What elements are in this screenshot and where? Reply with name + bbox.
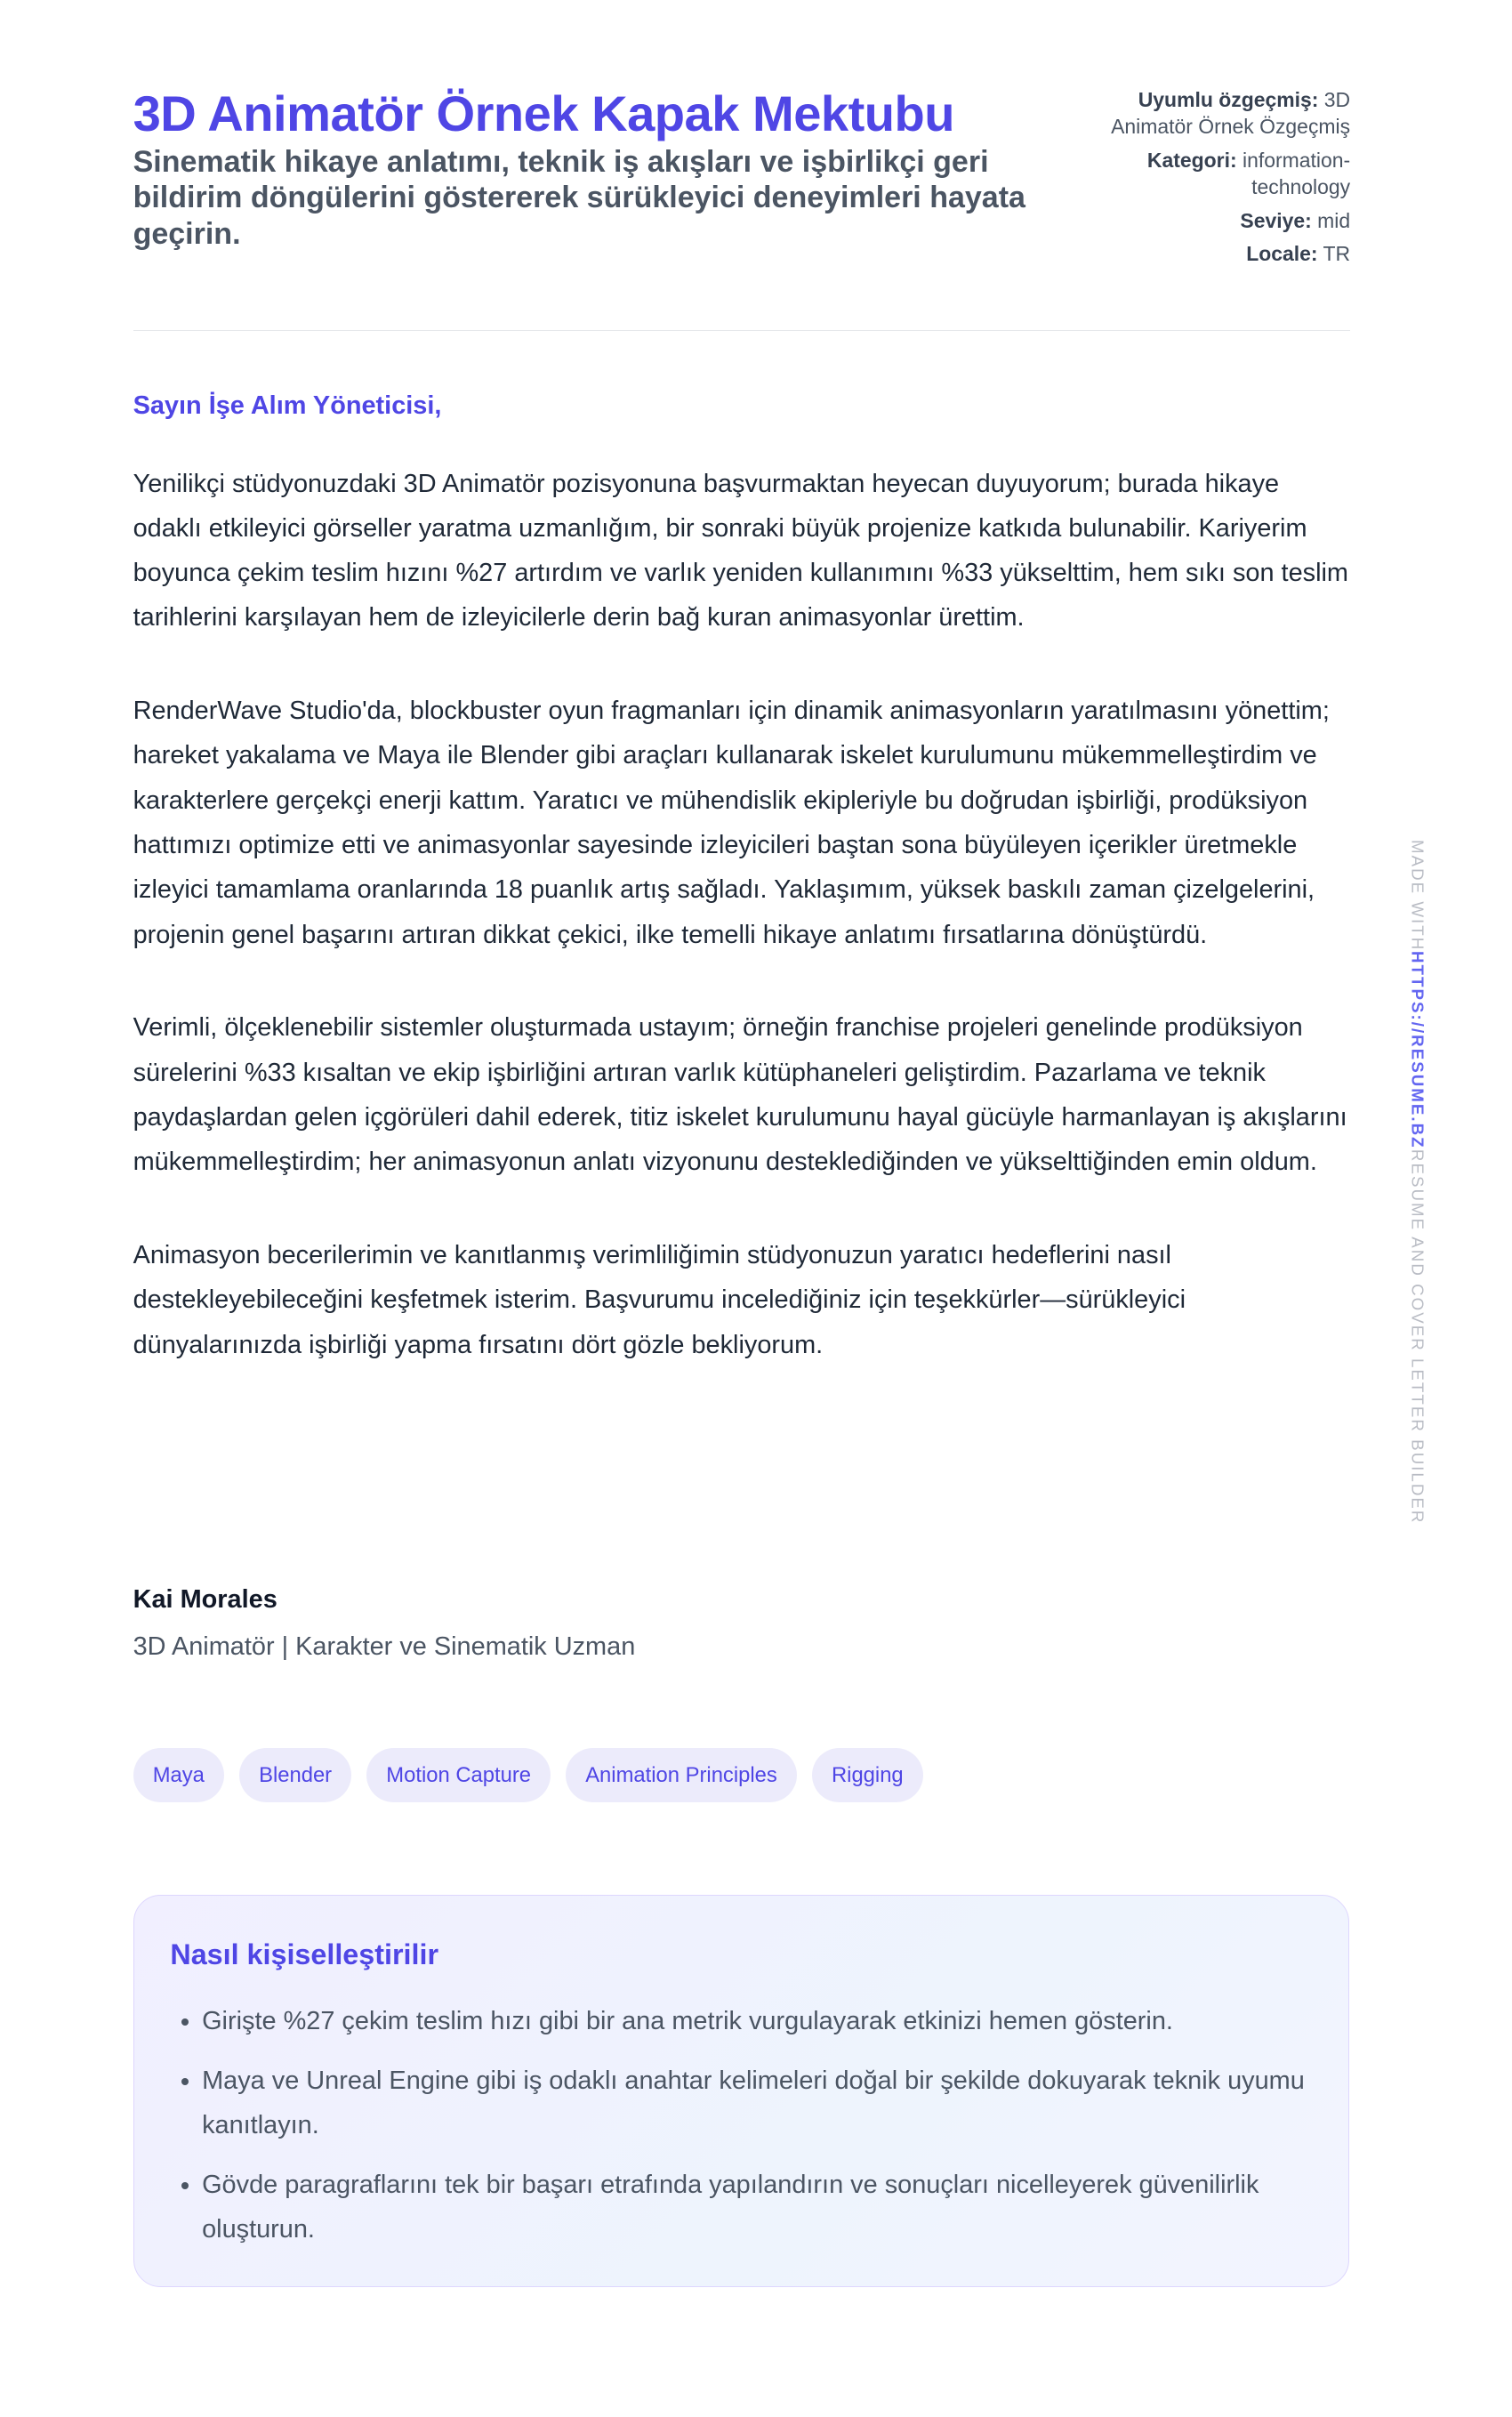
skill-tag: Motion Capture <box>366 1748 551 1802</box>
watermark-link[interactable]: HTTPS://RESUME.BZ <box>1408 950 1428 1149</box>
skill-tag: Rigging <box>812 1748 923 1802</box>
meta-label: Seviye: <box>1240 208 1312 232</box>
watermark <box>1408 840 1428 1524</box>
watermark-prefix: MADE WITH <box>1408 839 1428 951</box>
meta-category <box>1108 147 1350 201</box>
greeting: Sayın İşe Alım Yöneticisi, <box>133 391 442 421</box>
meta-value: mid <box>1317 208 1351 232</box>
skill-tag: Maya <box>133 1748 224 1802</box>
page-title: 3D Animatör Örnek Kapak Mektubu <box>133 85 955 141</box>
tips-box <box>133 1895 1349 2287</box>
meta-value: 3D Animatör Örnek Özgeçmiş <box>1111 87 1351 139</box>
letter-body <box>133 462 1351 1416</box>
tip-item: • Maya ve Unreal Engine gibi iş odaklı anahtar kelimeleri doğal bir şekilde dokuyarak teknik uyumu kanıtlayın. <box>202 2058 1351 2147</box>
paragraph: RenderWave Studio'da, blockbuster oyun fragmanları için dinamik animasyonların yaratılmasını yönettim; hareket yakalama ve Maya ile Blender gibi araçları kullanarak iskelet kurulumunu mükemmelleştirdim ve karakterlere gerçekçi enerji kattım. Yaratıcı ve mühendislik ekipleriyle bu doğrudan işbirliği, prodüksiyon hattımızı optimize etti ve animasyonlar sayesinde izleyicileri baştan sona büyüleyen içerikler üretmekle izleyici tamamlama oranlarında 18 puanlık artış sağladı. Yaklaşımım, yüksek baskılı zaman çizelgelerini, projenin genel başarını artıran dikkat çekici, ilke temelli hikaye anlatımı fırsatlarına dönüştürdü. <box>133 697 1330 949</box>
meta-resume <box>1108 86 1350 141</box>
meta-label: Locale: <box>1246 242 1318 266</box>
meta-label: Kategori: <box>1146 148 1237 172</box>
meta-level <box>1108 207 1350 235</box>
skill-tag: Animation Principles <box>566 1748 797 1802</box>
paragraph: Yenilikçi stüdyonuzdaki 3D Animatör pozisyonuna başvurmaktan heyecan duyuyorum; burada hikaye odaklı etkileyici görseller yaratma uzmanlığım, bir sonraki büyük projenize katkıda bulunabilir. Kariyerim boyunca çekim teslim hızını %27 artırdım ve varlık yeniden kullanımını %33 yükselttim, hem sıkı son teslim tarihlerini karşılayan hem de izleyicilerle derin bağ kuran animasyonlar ürettim. <box>133 469 1349 632</box>
skill-tags <box>133 1748 923 1802</box>
signature <box>133 1585 636 1662</box>
tips-title: Nasıl kişiselleştirilir <box>170 1938 439 1970</box>
paragraph: Verimli, ölçeklenebilir sistemler oluşturmada ustayım; örneğin franchise projeleri genelinde prodüksiyon sürelerini %33 kısaltan ve ekip işbirliğini artıran varlık kütüphaneleri geliştirdim. Pazarlama ve teknik paydaşlardan gelen içgörüleri dahil ederek, titiz iskelet kurulumunu hayal gücüyle harmanlayan iş akışlarını mükemmelleştirdim; her animasyonun anlatı vizyonunu desteklediğinden ve yükselttiğinden emin oldum. <box>133 1013 1347 1177</box>
page-subtitle: Sinematik hikaye anlatımı, teknik iş akışları ve işbirlikçi geri bildirim döngülerini göstererek sürükleyici deneyimleri hayata geçirin. <box>133 144 1025 252</box>
signature-name: Kai Morales <box>133 1584 277 1614</box>
meta-value: information-technology <box>1242 148 1351 199</box>
skill-tag: Blender <box>239 1748 351 1802</box>
tip-item: • Girişte %27 çekim teslim hızı gibi bir ana metrik vurgulayarak etkinizi hemen gösterin. <box>202 1999 1351 2043</box>
signature-role: 3D Animatör | Karakter ve Sinematik Uzman <box>133 1631 636 1661</box>
meta-info <box>1108 86 1350 274</box>
tips-list <box>170 1999 1351 2268</box>
meta-locale <box>1108 240 1350 268</box>
title-block <box>133 84 1086 274</box>
meta-label: Uyumlu özgeçmiş: <box>1138 87 1319 111</box>
meta-value: TR <box>1323 242 1351 266</box>
tip-item: • Gövde paragraflarını tek bir başarı etrafında yapılandırın ve sonuçları nicelleyerek güvenilirlik oluşturun. <box>202 2163 1351 2252</box>
divider <box>133 330 1351 332</box>
page-header <box>133 84 1351 274</box>
paragraph: Animasyon becerilerimin ve kanıtlanmış verimliliğimin stüdyonuzun yaratıcı hedeflerini nasıl destekleyebileceğini keşfetmek isterim. Başvurumu incelediğiniz için teşekkürler—sürükleyici dünyalarınızda işbirliği yapma fırsatını dört gözle bekliyorum. <box>133 1241 1186 1359</box>
watermark-suffix: RESUME AND COVER LETTER BUILDER <box>1408 1148 1428 1524</box>
